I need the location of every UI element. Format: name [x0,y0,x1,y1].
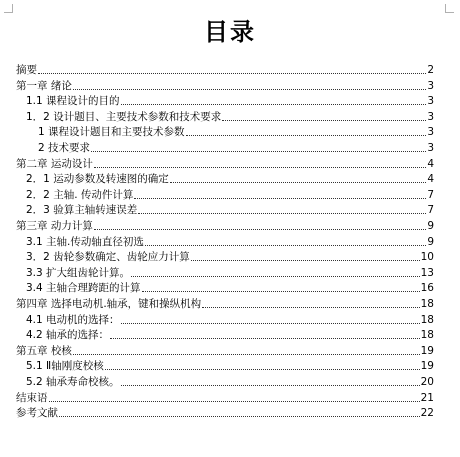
toc-entry-label: 1 课程设计题目和主要技术参数 [38,126,185,139]
toc-entry-page: 3 [427,126,434,139]
toc-entry-page: 7 [427,204,434,217]
toc-entry-label: 3.1 主轴.传动轴直径初选 [26,235,144,248]
toc-entry[interactable] [16,62,434,76]
toc-entry[interactable] [26,249,434,263]
toc-entry[interactable] [16,218,434,232]
toc-entry[interactable] [26,280,434,294]
toc-entry-label: 3.3 扩大组齿轮计算。 [26,266,131,279]
toc-entry-page: 18 [420,313,434,326]
dot-leader [121,323,420,324]
toc-title: 目录 [204,18,256,46]
toc-entry[interactable] [16,343,434,357]
toc-entry-label: 5.2 轴承寿命校核。 [26,376,120,388]
toc-entry[interactable] [16,78,434,92]
dot-leader [121,104,427,105]
toc-entry-page: 16 [420,282,434,295]
dot-leader [94,167,426,168]
dot-leader [38,73,426,74]
toc-entry-label: 第三章 动力计算 [16,220,93,232]
toc-entry-label: 第一章 绪论 [16,79,72,92]
toc-entry-label: 摘要 [16,64,37,76]
toc-entry-page: 22 [420,407,434,420]
toc-entry-page: 21 [420,391,434,404]
dot-leader [170,182,427,183]
toc-entry[interactable] [26,93,434,107]
toc-entry[interactable] [26,265,434,279]
toc-entry-page: 3 [427,95,434,108]
dot-leader [94,229,426,230]
toc-entry[interactable] [26,187,434,201]
dot-leader [131,276,420,277]
toc-entry-label: 4.2 轴承的选择： [26,329,110,342]
toc-entry-page: 4 [427,173,434,186]
toc-entry[interactable] [26,202,434,216]
dot-leader [49,401,420,402]
toc-entry[interactable] [26,312,434,326]
toc-entry-label: 第五章 校核 [16,344,72,357]
toc-entry[interactable] [38,140,434,154]
toc-entry[interactable] [26,171,434,185]
toc-entry-page: 18 [420,298,434,310]
toc-entry-label: 3．2 齿轮参数确定、齿轮应力计算 [26,251,190,264]
toc-entry-label: 2．2 主轴. 传动件计算 [26,188,134,201]
dot-leader [186,135,427,136]
toc-entry-page: 7 [427,188,434,201]
toc-entry-label: 结束语 [16,391,48,404]
toc-entry-label: 参考文献 [16,407,58,420]
dot-leader [202,307,419,308]
toc-entry[interactable] [26,234,434,248]
toc-entry-page: 2 [427,64,434,76]
toc-entry-page: 3 [427,79,434,92]
toc-entry-page: 18 [420,329,434,342]
toc-entry[interactable] [26,109,434,123]
toc-entry[interactable] [16,390,434,404]
toc-entry[interactable] [38,124,434,138]
toc-entry[interactable] [26,374,434,388]
dot-leader [91,151,426,152]
dot-leader [191,260,420,261]
toc-entry-label: 3.4 主轴合理跨距的计算 [26,282,141,295]
toc-entry-label: 第二章 运动设计 [16,157,93,170]
dot-leader [105,369,420,370]
dot-leader [73,89,426,90]
toc-entry-page: 4 [427,157,434,170]
toc-entry[interactable] [16,405,434,419]
toc-entry[interactable] [16,296,434,310]
toc-entry-label: 第四章 选择电动机.轴承，键和操纵机构 [16,298,202,310]
toc-entry-page: 13 [420,266,434,279]
toc-entry-page: 19 [420,360,434,373]
toc-entry-label: 1．2 设计题目、主要技术参数和技术要求 [26,110,222,123]
toc-entry-label: 2．3 验算主轴转速误差 [26,204,138,217]
toc-entry-page: 20 [420,376,434,388]
dot-leader [222,120,426,121]
toc-entry-label: 2．1 运动参数及转速图的确定 [26,173,169,186]
dot-leader [145,245,426,246]
dot-leader [138,213,426,214]
toc-entry-label: 5.1 Ⅱ轴刚度校核 [26,360,104,373]
toc-entry-label: 1.1 课程设计的目的 [26,95,120,108]
dot-leader [142,291,420,292]
dot-leader [59,416,420,417]
toc-entry-page: 19 [420,344,434,357]
dot-leader [73,354,420,355]
toc-entry-page: 10 [420,251,434,264]
toc-entry-label: 2 技术要求 [38,142,91,154]
dot-leader [110,338,420,339]
toc-entry-page: 9 [427,220,434,232]
toc-entry[interactable] [26,327,434,341]
toc-entry-page: 3 [427,110,434,123]
toc-entry[interactable] [26,358,434,372]
toc-entry-page: 3 [427,142,434,154]
dot-leader [134,198,426,199]
toc-entry-page: 9 [427,235,434,248]
toc-entry[interactable] [16,156,434,170]
dot-leader [121,385,420,386]
toc-entry-label: 4.1 电动机的选择： [26,313,120,326]
